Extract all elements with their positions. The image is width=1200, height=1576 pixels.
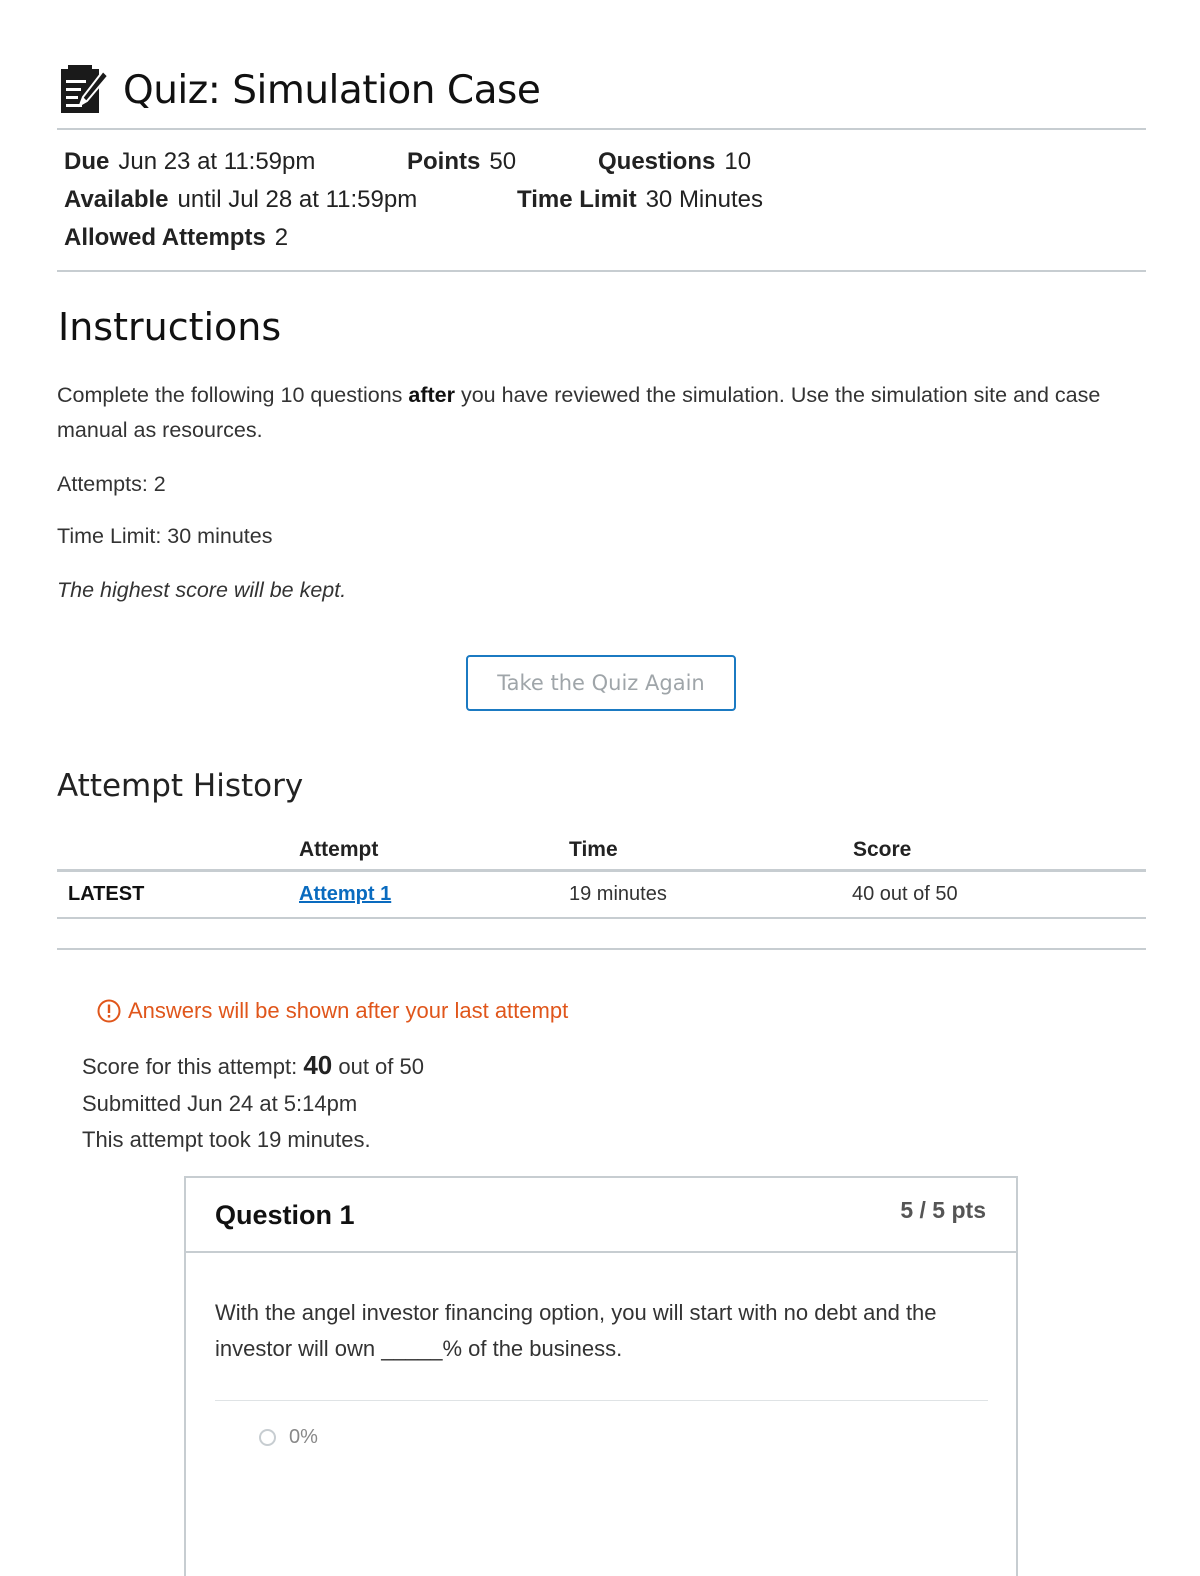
submitted-info: Submitted Jun 24 at 5:14pm xyxy=(82,1091,358,1116)
question-divider xyxy=(215,1400,988,1401)
column-header-attempt: Attempt xyxy=(299,838,379,861)
available-info xyxy=(64,186,417,214)
questions-info xyxy=(598,148,751,176)
due-info xyxy=(64,148,315,176)
time-cell: 19 minutes xyxy=(569,883,667,905)
points-label: Points xyxy=(407,148,481,175)
score-value: 40 xyxy=(303,1050,333,1080)
time-limit-label: Time Limit xyxy=(517,186,637,213)
warning-circle-icon xyxy=(97,999,121,1023)
score-suffix: out of 50 xyxy=(332,1054,424,1079)
column-header-time: Time xyxy=(569,838,618,861)
meta-divider xyxy=(57,270,1146,272)
available-value: until Jul 28 at 11:59pm xyxy=(177,186,418,213)
allowed-attempts-info xyxy=(64,224,288,252)
points-value: 50 xyxy=(489,148,517,175)
attempt-score xyxy=(82,1050,424,1081)
allowed-attempts-label: Allowed Attempts xyxy=(64,224,266,251)
time-limit-line: Time Limit: 30 minutes xyxy=(57,524,273,548)
header-divider xyxy=(57,128,1146,130)
attempt-1-link[interactable]: Attempt 1 xyxy=(299,883,392,905)
page-title: Quiz: Simulation Case xyxy=(123,67,541,113)
answers-notice xyxy=(97,998,568,1024)
quiz-icon xyxy=(59,64,109,116)
score-prefix: Score for this attempt: xyxy=(82,1054,304,1079)
attempt-duration: This attempt took 19 minutes. xyxy=(82,1127,371,1152)
question-text: With the angel investor financing option, you will start with no debt and the investor will own _____% of the business. xyxy=(215,1300,937,1361)
latest-tag: LATEST xyxy=(68,883,145,905)
radio-button-icon[interactable] xyxy=(259,1429,276,1446)
instructions-heading: Instructions xyxy=(58,305,282,349)
question-header xyxy=(186,1178,1016,1253)
table-row-divider xyxy=(57,917,1146,919)
attempt-cell xyxy=(299,883,391,906)
questions-value: 10 xyxy=(724,148,752,175)
time-limit-value: 30 Minutes xyxy=(645,186,763,213)
take-quiz-again-button[interactable]: Take the Quiz Again xyxy=(466,655,736,711)
due-label: Due xyxy=(64,148,110,175)
allowed-attempts-value: 2 xyxy=(274,224,289,251)
due-value: Jun 23 at 11:59pm xyxy=(118,148,316,175)
attempts-line: Attempts: 2 xyxy=(57,472,166,496)
intro-text-after: you have reviewed the simulation. Use the simulation site and case manual as resources. xyxy=(57,383,1101,442)
instructions-intro xyxy=(57,378,1146,448)
table-header-divider xyxy=(57,869,1146,872)
answer-label: 0% xyxy=(289,1426,318,1448)
available-label: Available xyxy=(64,186,169,213)
score-cell: 40 out of 50 xyxy=(852,883,958,905)
intro-text-bold: after xyxy=(408,383,455,407)
section-divider xyxy=(57,948,1146,950)
points-info xyxy=(407,148,516,176)
intro-text-before: Complete the following 10 questions xyxy=(57,383,409,407)
question-card xyxy=(184,1176,1018,1576)
answers-notice-text: Answers will be shown after your last attempt xyxy=(128,998,569,1023)
questions-label: Questions xyxy=(598,148,716,175)
highest-score-line xyxy=(57,573,346,608)
column-header-score: Score xyxy=(853,838,912,861)
question-title: Question 1 xyxy=(215,1200,355,1230)
time-limit-info xyxy=(517,186,763,214)
answer-option[interactable] xyxy=(259,1426,318,1449)
attempt-history-heading: Attempt History xyxy=(57,768,304,804)
highest-score-text: The highest score will be kept. xyxy=(57,578,347,602)
question-points: 5 / 5 pts xyxy=(900,1197,986,1223)
quiz-header xyxy=(57,62,540,118)
